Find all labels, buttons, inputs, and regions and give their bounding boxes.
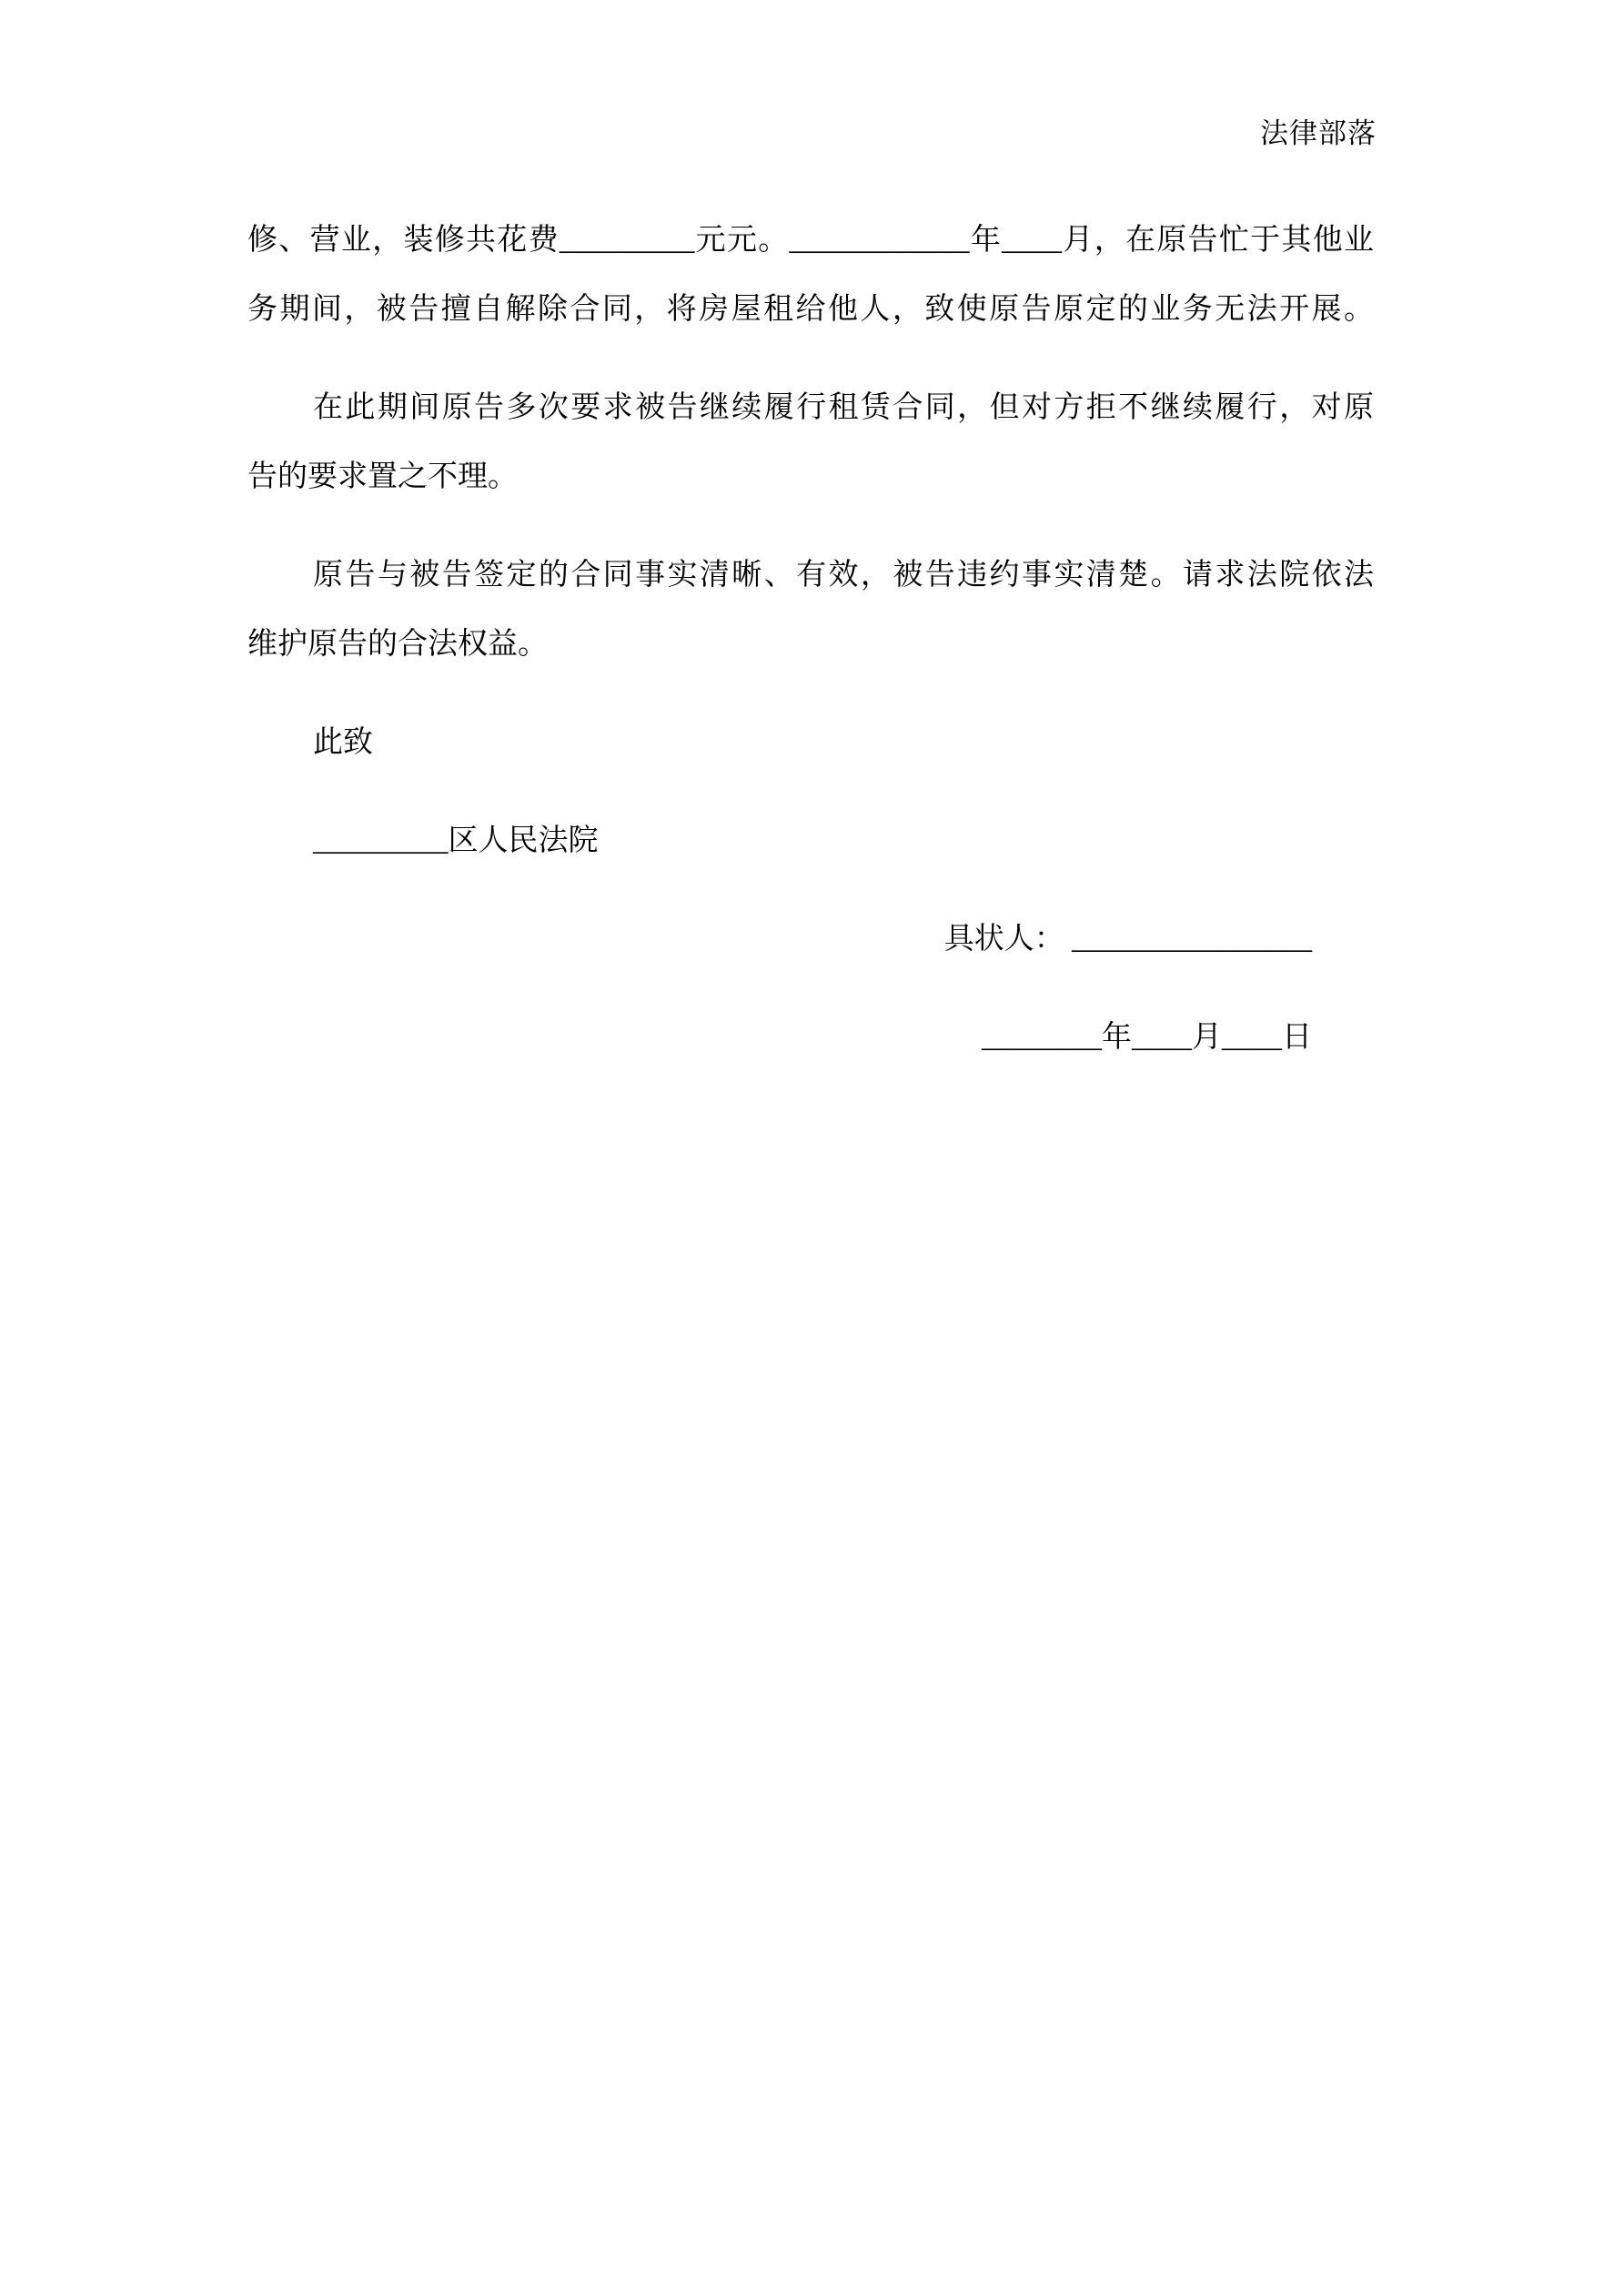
watermark-text: 法律部落 [1260, 117, 1377, 150]
signature-line [247, 905, 1312, 974]
court-block [247, 806, 1374, 875]
document-body [247, 206, 1374, 1101]
paragraph-line: 告的要求置之不理。 [247, 460, 518, 493]
paragraph-line: 修、营业，装修共花费_________元元。____________年____月，在原告忙于其他业 [247, 224, 1374, 257]
signer-blank-line: ________________ [1072, 923, 1312, 956]
salutation-text: 此致 [313, 726, 373, 759]
salutation-block [247, 708, 1374, 777]
paragraph-line: 在此期间原告多次要求被告继续履行租赁合同，但对方拒不继续履行，对原 [313, 391, 1374, 424]
paragraph [247, 373, 1374, 511]
signer-label: 具状人： [943, 923, 1064, 956]
paragraph-line: 原告与被告签定的合同事实清晰、有效，被告违约事实清楚。请求法院依法 [313, 559, 1374, 592]
signature-block [247, 905, 1374, 974]
paragraph [247, 541, 1374, 679]
paragraph-line: 务期间，被告擅自解除合同，将房屋租给他人，致使原告原定的业务无法开展。 [247, 293, 1374, 326]
paragraph-line: 维护原告的合法权益。 [247, 628, 548, 661]
date-block [247, 1003, 1374, 1072]
paragraph [247, 206, 1374, 344]
date-line: ________年____月____日 [982, 1021, 1312, 1054]
court-name-line: _________区人民法院 [313, 824, 599, 857]
